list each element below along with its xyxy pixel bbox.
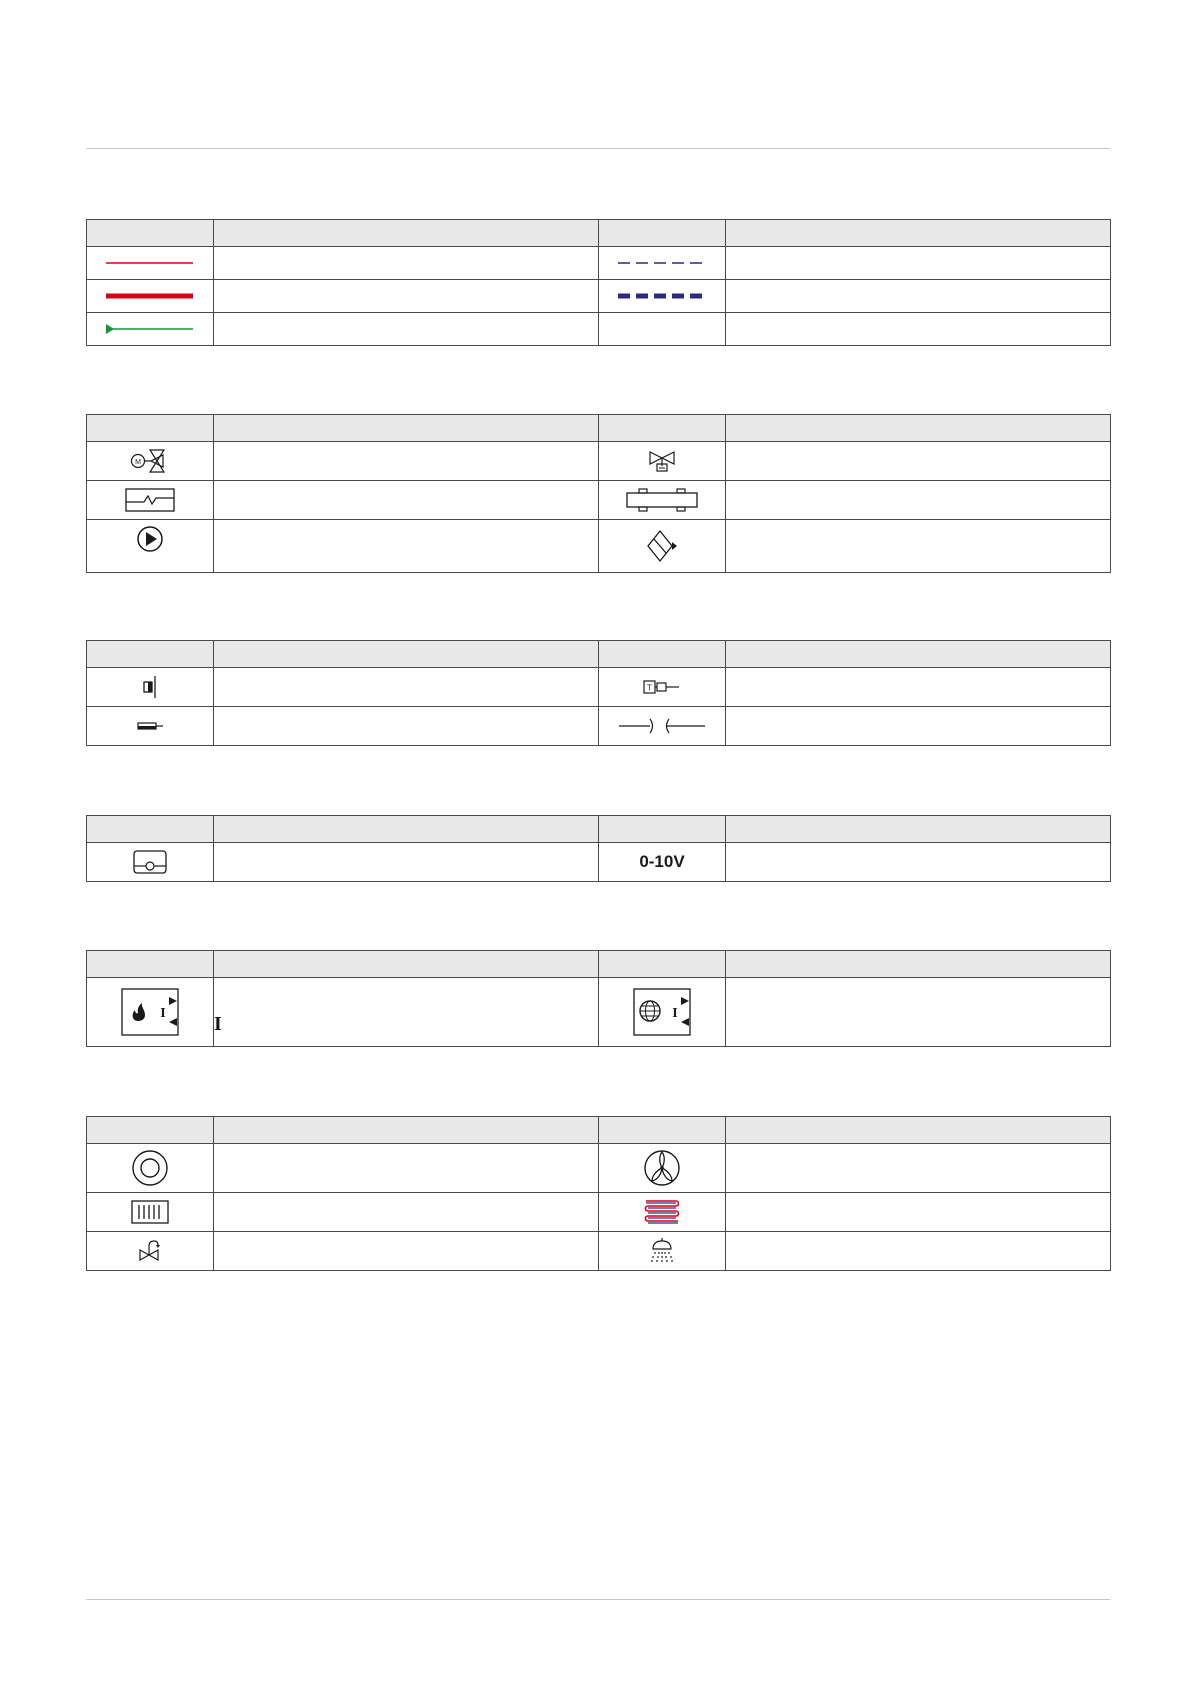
table-row [87,843,1111,882]
svg-text:I: I [672,1006,678,1021]
table-row [87,668,1111,707]
legend-table-sensors [86,640,1111,746]
electrical-connection-icon [617,716,707,736]
table-row [87,520,1111,573]
expansion-vessel-icon [644,528,680,564]
table-header-row [87,220,1111,247]
shower-icon [646,1236,678,1266]
thick-red-line-icon [105,291,195,301]
legend-table-control [86,815,1111,882]
table-row [87,247,1111,280]
legend-table-emitters [86,1116,1111,1271]
bottom-rule [86,1599,1110,1600]
boiler-glyph-label: I [214,1013,222,1035]
fan-convector-icon [642,1148,682,1188]
svg-text:M: M [135,459,141,466]
table-row [87,313,1111,346]
green-arrow-line-icon [105,323,195,335]
thin-blue-dashed-line-icon [617,259,707,267]
heat-pump-icon [632,987,692,1037]
thick-blue-dashed-line-icon [617,291,707,301]
table-row [87,1232,1111,1271]
plate-heat-exchanger-icon [124,487,176,513]
table-row [87,707,1111,746]
svg-text:T: T [647,683,652,693]
hydraulic-separator-icon [625,487,699,513]
table-row [87,1193,1111,1232]
table-row [87,1144,1111,1193]
table-row [87,442,1111,481]
table-row [87,978,1111,1047]
outdoor-sensor-icon [140,674,160,700]
radiator-icon [130,1199,170,1225]
table-row [87,280,1111,313]
underfloor-heating-icon [642,1198,682,1226]
thermostat-sensor-icon [642,677,682,697]
table-row [87,481,1111,520]
safety-valve-icon [646,448,678,474]
hot-water-cylinder-icon [130,1148,170,1188]
top-rule [86,148,1110,149]
thin-red-line-icon [105,259,195,267]
table-header-row [87,1117,1111,1144]
motorized-three-way-valve-icon [130,448,170,474]
pipe-sensor-icon [135,719,165,733]
table-header-row [87,951,1111,978]
table-header-row [87,641,1111,668]
circulation-pump-icon [135,524,165,554]
tap-icon [135,1236,165,1266]
legend-table-lines [86,219,1111,346]
table-header-row [87,415,1111,442]
svg-text:I: I [160,1006,166,1021]
voltage-signal-label: 0-10V [639,852,685,871]
table-header-row [87,816,1111,843]
legend-table-components [86,414,1111,573]
room-unit-icon [132,849,168,875]
gas-boiler-icon [120,987,180,1037]
legend-table-generators [86,950,1111,1047]
